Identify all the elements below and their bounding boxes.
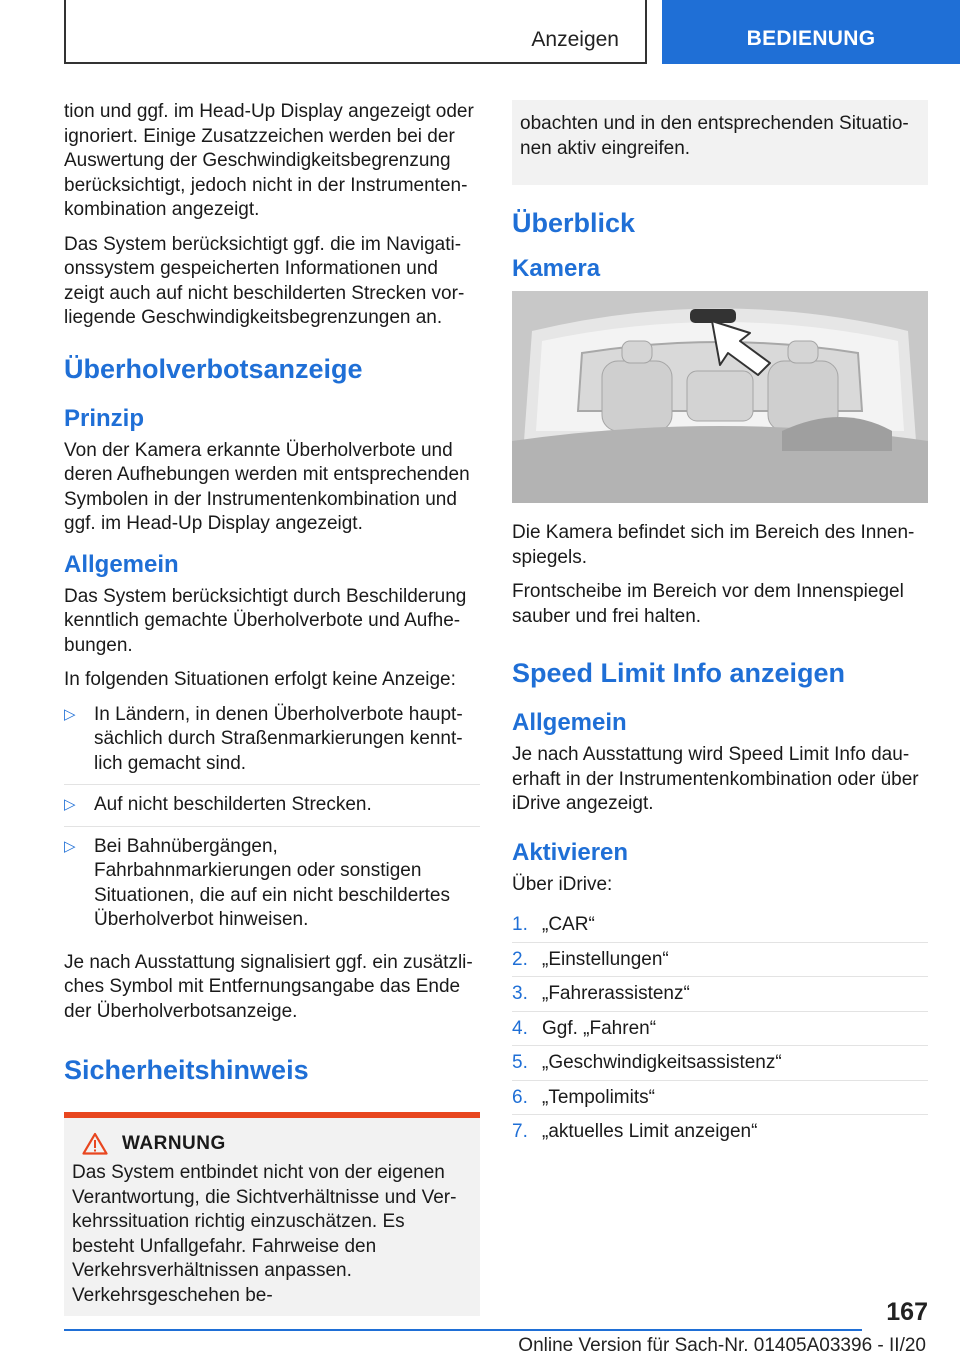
step-item: 2. „Einstellungen“ [512, 948, 928, 978]
step-item: 5. „Geschwindigkeitsassistenz“ [512, 1051, 928, 1081]
paragraph: Frontscheibe im Bereich vor dem Innenspiegel sauber und frei halten. [512, 581, 904, 627]
step-item: 7. „aktuelles Limit anzeigen“ [512, 1121, 758, 1142]
header-frame [64, 0, 647, 64]
step-item: 4. Ggf. „Fahren“ [512, 1017, 928, 1047]
bullet-list [64, 703, 480, 941]
warning-text-continued: obachten und in den entsprechenden Situationen aktiv eingreifen. [520, 113, 909, 159]
heading-allgemein: Allgemein [64, 550, 179, 578]
heading-ueberholverbotsanzeige: Überholverbotsanzeige [64, 353, 363, 384]
paragraph: In folgenden Situationen erfolgt keine Anzeige: [64, 669, 456, 690]
paragraph: Über iDrive: [512, 873, 613, 895]
heading-prinzip: Prinzip [64, 404, 145, 432]
list-item: ▷ Bei Bahnübergängen, Fahrbahnmarkierungen oder sonstigen Situationen, die auf ein nicht beschildertes Überholverbot hinweisen. [64, 835, 450, 930]
step-item: 1. „CAR“ [512, 913, 928, 943]
warning-header [82, 1132, 472, 1155]
right-column [512, 100, 928, 1154]
list-item: ▷ Auf nicht beschilderten Strecken. [64, 793, 480, 827]
paragraph: Je nach Ausstattung signalisiert ggf. ein zusätzliches Symbol mit Entfernungsangabe das Ende der Überholverbotsanzeige. [64, 951, 473, 1022]
camera-location-image [512, 291, 928, 503]
heading-ueberblick: Überblick [512, 208, 636, 238]
steps-list [512, 913, 928, 1149]
step-item: 3. „Fahrerassistenz“ [512, 982, 928, 1012]
heading-aktivieren: Aktivieren [512, 838, 629, 866]
footer-rule [64, 1329, 862, 1331]
heading-kamera: Kamera [512, 255, 601, 282]
left-column [64, 100, 480, 1316]
warning-triangle-icon [82, 1132, 108, 1155]
heading-allgemein-2: Allgemein [512, 709, 627, 736]
heading-speed-limit-info: Speed Limit Info anzeigen [512, 658, 846, 688]
paragraph: Das System berücksichtigt ggf. die im Navigationssystem gespeicherten Informationen und zeigt auch auf nicht beschilderten Strecken vorliegende Geschwindigkeitsbegrenzungen an. [64, 233, 465, 328]
chapter-tab[interactable]: BEDIENUNG [662, 0, 960, 64]
warning-title: WARNUNG [122, 1132, 226, 1154]
paragraph: tion und ggf. im Head-Up Display angezeigt oder ignoriert. Einige Zusatzzeichen werden bei der Auswertung der Geschwindigkeitsbegrenzung berücksichtigt, jedoch nicht in der Instrumentenkombination angezeigt. [64, 101, 474, 220]
heading-sicherheitshinweis: Sicherheitshinweis [64, 1055, 309, 1085]
triangle-bullet-icon: ▷ [64, 837, 76, 855]
footer-text: Online Version für Sach-Nr. 01405A03396 - II/20 [518, 1335, 926, 1356]
warning-text: Das System entbindet nicht von der eigenen Verantwortung, die Sichtverhältnisse und Verkehrssituation richtig einzuschätzen. Es besteht Unfallgefahr. Fahrweise den Verkehrsverhältnissen anpassen. Verkehrsgeschehen be- [72, 1162, 457, 1306]
paragraph: Je nach Ausstattung wird Speed Limit Info dauerhaft in der Instrumentenkombination oder über iDrive angezeigt. [512, 744, 919, 814]
warning-continuation [512, 100, 928, 185]
section-title: Anzeigen [531, 28, 619, 51]
triangle-bullet-icon: ▷ [64, 705, 76, 723]
list-item: ▷ In Ländern, in denen Überholverbote hauptsächlich durch Straßenmarkierungen kenntlich gemacht sind. [64, 703, 480, 786]
paragraph: Das System berücksichtigt durch Beschilderung kenntlich gemachte Überholverbote und Aufhebungen. [64, 585, 467, 656]
paragraph: Die Kamera befindet sich im Bereich des Innenspiegels. [512, 522, 915, 568]
page-number: 167 [886, 1298, 928, 1326]
warning-box [64, 1118, 480, 1316]
triangle-bullet-icon: ▷ [64, 796, 76, 813]
paragraph: Von der Kamera erkannte Überholverbote und deren Aufhebungen werden mit entsprechenden Symbolen in der Instrumentenkombination und ggf. im Head-Up Display angezeigt. [64, 439, 470, 534]
step-item: 6. „Tempolimits“ [512, 1086, 928, 1116]
